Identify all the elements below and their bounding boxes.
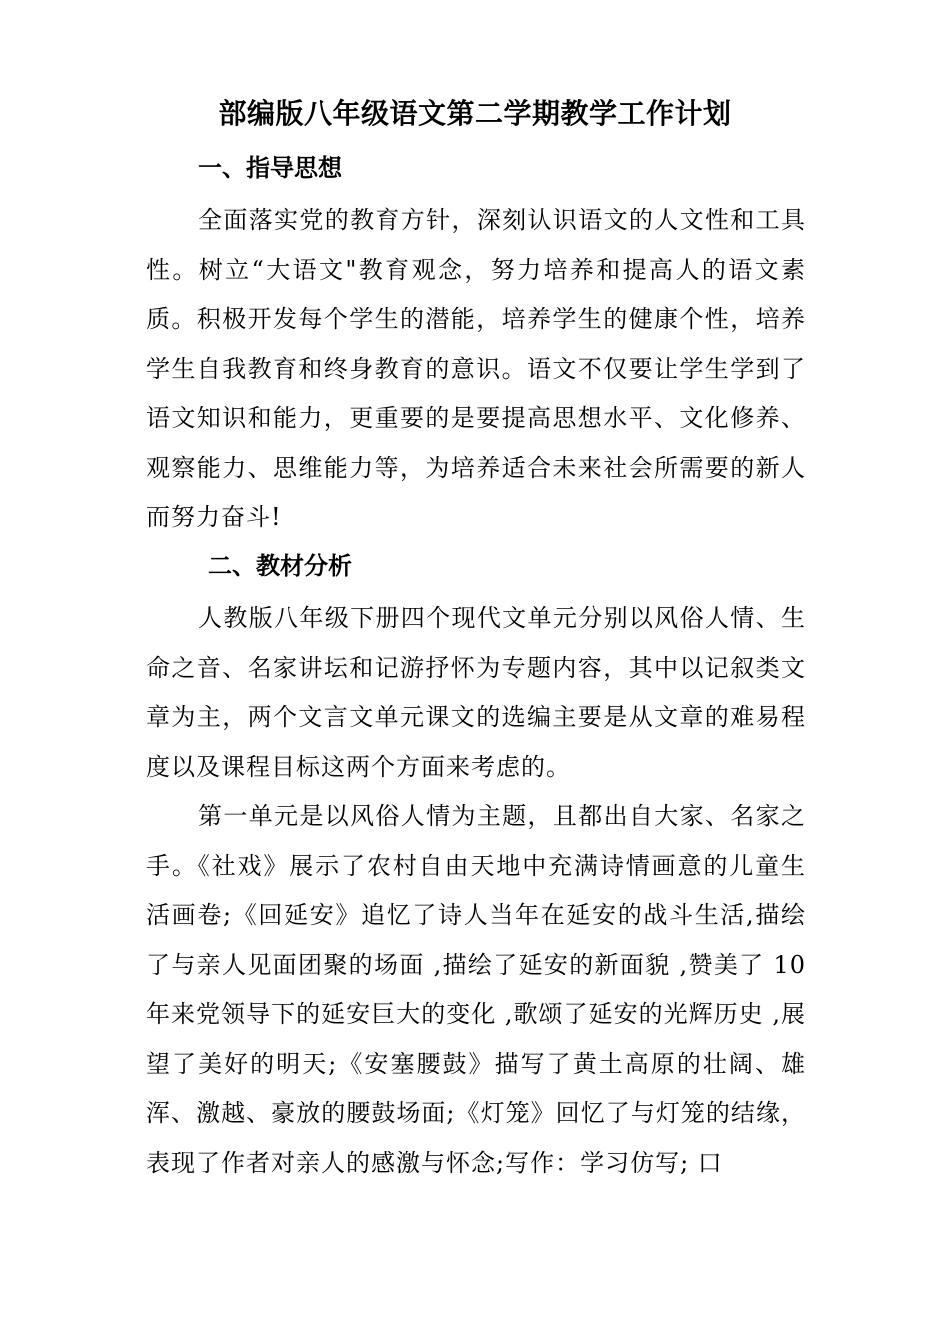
page-title: 部编版八年级语文第二学期教学工作计划 xyxy=(218,97,732,130)
paragraph-guiding-thought: 全面落实党的教育方针，深刻认识语文的人文性和工具性。树立“大语文"教育观念，努力培养和提高人的语文素质。积极开发每个学生的潜能，培养学生的健康个性，培养学生自我教育和终身教育的意识。语文不仅要让学生学到了语文知识和能力，更重要的是要提高思想水平、文化修养、观察能力、思维能力等，为培养适合未来社会所需要的新人而努力奋斗! xyxy=(146,206,806,531)
paragraph-unit-one: 第一单元是以风俗人情为主题，且都出自大家、名家之手。《社戏》展示了农村自由天地中充满诗情画意的儿童生活画卷;《回延安》追忆了诗人当年在延安的战斗生活,描绘了与亲人见面团聚的场面 ,描绘了延安的新面貌 ,赞美了 10年来党领导下的延安巨大的变化 ,歌颂了延安的光辉历史 ,展望了美好的明天;《安塞腰鼓》描写了黄土高原的壮阔、雄浑、激越、豪放的腰鼓场面;《灯笼》回忆了与灯笼的结缘，表现了作者对亲人的感激与怀念;写作：学习仿写; 口 xyxy=(146,802,806,1177)
section-heading-textbook-analysis: 二、教材分析 xyxy=(208,552,352,580)
section-heading-guiding-thought: 一、指导思想 xyxy=(198,154,342,182)
paragraph-textbook-overview: 人教版八年级下册四个现代文单元分别以风俗人情、生命之音、名家讲坛和记游抒怀为专题内容，其中以记叙类文章为主，两个文言文单元课文的选编主要是从文章的难易程度以及课程目标这两个方面来考虑的。 xyxy=(146,604,806,781)
